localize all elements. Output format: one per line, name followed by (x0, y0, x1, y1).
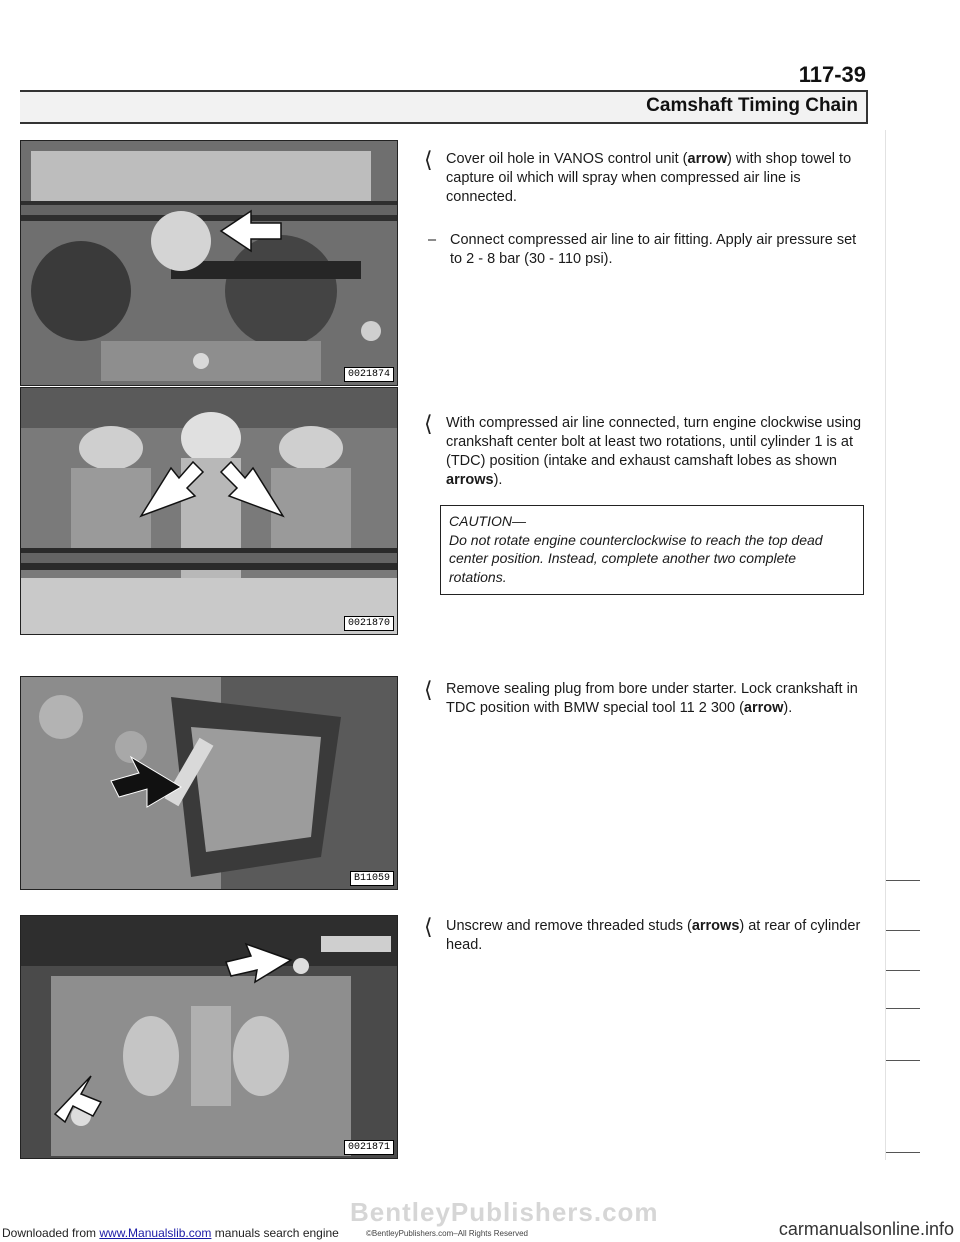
margin-tick (886, 1152, 920, 1153)
cam-lobe-2 (233, 1016, 289, 1096)
page-number: 117-39 (798, 62, 866, 87)
chain-links (21, 205, 397, 215)
section-title: Camshaft Timing Chain (646, 95, 858, 116)
camshaft-left (71, 468, 151, 558)
step4-bold: arrow (743, 700, 784, 716)
pointer-icon: ⟨ (424, 147, 433, 172)
bore-plug-1 (39, 695, 83, 739)
footer-suffix: manuals search engine (211, 1226, 339, 1240)
chain-links (21, 553, 397, 563)
lower-cover (21, 578, 397, 634)
spark-plug-well (181, 412, 241, 464)
step3-text-end: ). (493, 472, 503, 488)
caution-title: CAUTION— (449, 513, 526, 529)
figure-label: 0021870 (344, 616, 394, 631)
dash-marker: – (428, 232, 437, 248)
instruction-paragraph (424, 231, 872, 269)
margin-tick (886, 880, 920, 881)
bore-plug-2 (115, 731, 147, 763)
vanos-housing (151, 211, 211, 271)
sprocket-left (31, 241, 131, 341)
pointer-icon: ⟨ (424, 914, 433, 939)
instruction-paragraph (424, 147, 872, 207)
margin-tick (886, 930, 920, 931)
step4-text-end: ). (783, 700, 793, 716)
footer-copyright: ©BentleyPublishers.com–All Rights Reserved (366, 1229, 528, 1238)
exhaust-cam-lobe (279, 426, 343, 470)
figure-crankshaft-lock (20, 676, 398, 890)
step5-bold: arrows (691, 918, 740, 934)
pointer-icon: ⟨ (424, 677, 433, 702)
figure-label: B11059 (350, 871, 394, 886)
step-turn-engine (424, 411, 872, 490)
instruction-paragraph (424, 677, 872, 718)
step5-text: Unscrew and remove threaded studs ( (446, 918, 692, 934)
caution-text: Do not rotate engine counterclockwise to reach the top dead center position. Instead, complete another two complete rotations. (449, 531, 823, 585)
instruction-paragraph (424, 914, 872, 955)
pointer-icon: ⟨ (424, 411, 433, 436)
instruction-paragraph (424, 411, 872, 490)
step2-text: Connect compressed air line to air fitting. Apply air pressure set to 2 - 8 bar (30 - 110 psi). (450, 232, 857, 267)
step1-text-end: ) with shop towel to capture oil which will spray when compressed air line is connected. (446, 151, 852, 205)
footer-download-note (2, 1226, 339, 1240)
step-lock-crankshaft (424, 677, 872, 718)
section-header-bar (20, 90, 868, 124)
step4-text: Remove sealing plug from bore under starter. Lock crankshaft in TDC position with BMW special tool 11 2 300 ( (446, 681, 858, 716)
step-remove-studs (424, 914, 872, 955)
lower-bracket (101, 341, 321, 381)
figure-label: 0021871 (344, 1140, 394, 1155)
caution-box (440, 505, 864, 595)
engine-photo-3 (21, 677, 397, 889)
figure-vanos-oil-hole (20, 140, 398, 386)
footer-prefix: Downloaded from (2, 1226, 100, 1240)
figure-label: 0021874 (344, 367, 394, 382)
cam-bearing (191, 1006, 231, 1106)
step-cover-oil-hole (424, 147, 872, 269)
stud-2 (293, 958, 309, 974)
engine-photo-1 (21, 141, 397, 385)
step1-bold: arrow (687, 151, 728, 167)
camshaft-right (271, 468, 351, 558)
sprocket-right (225, 235, 337, 347)
figure-threaded-studs (20, 915, 398, 1159)
wiring-harness (321, 936, 391, 952)
cam-lobe-1 (123, 1016, 179, 1096)
step3-bold: arrows (446, 472, 494, 488)
manualslib-link[interactable]: www.Manualslib.com (99, 1226, 212, 1240)
bolt-head-1 (361, 321, 381, 341)
step3-text: With compressed air line connected, turn engine clockwise using crankshaft center bolt at least two rotations, until cylinder 1 is at (TDC) position (intake and exhaust camshaft lobes as shown (446, 415, 862, 469)
footer-site: carmanualsonline.info (778, 1219, 954, 1239)
margin-marks (885, 130, 936, 1160)
step1-text: Cover oil hole in VANOS control unit ( (446, 151, 688, 167)
engine-photo-2 (21, 388, 397, 634)
bolt-head-2 (193, 353, 209, 369)
watermark: BentleyPublishers.com (350, 1197, 659, 1227)
margin-tick (886, 1060, 920, 1061)
engine-photo-4 (21, 916, 397, 1158)
margin-tick (886, 1008, 920, 1009)
step5-text-end: ) at rear of cylinder head. (446, 918, 861, 953)
margin-tick (886, 970, 920, 971)
figure-camshaft-lobes (20, 387, 398, 635)
intake-cam-lobe (79, 426, 143, 470)
